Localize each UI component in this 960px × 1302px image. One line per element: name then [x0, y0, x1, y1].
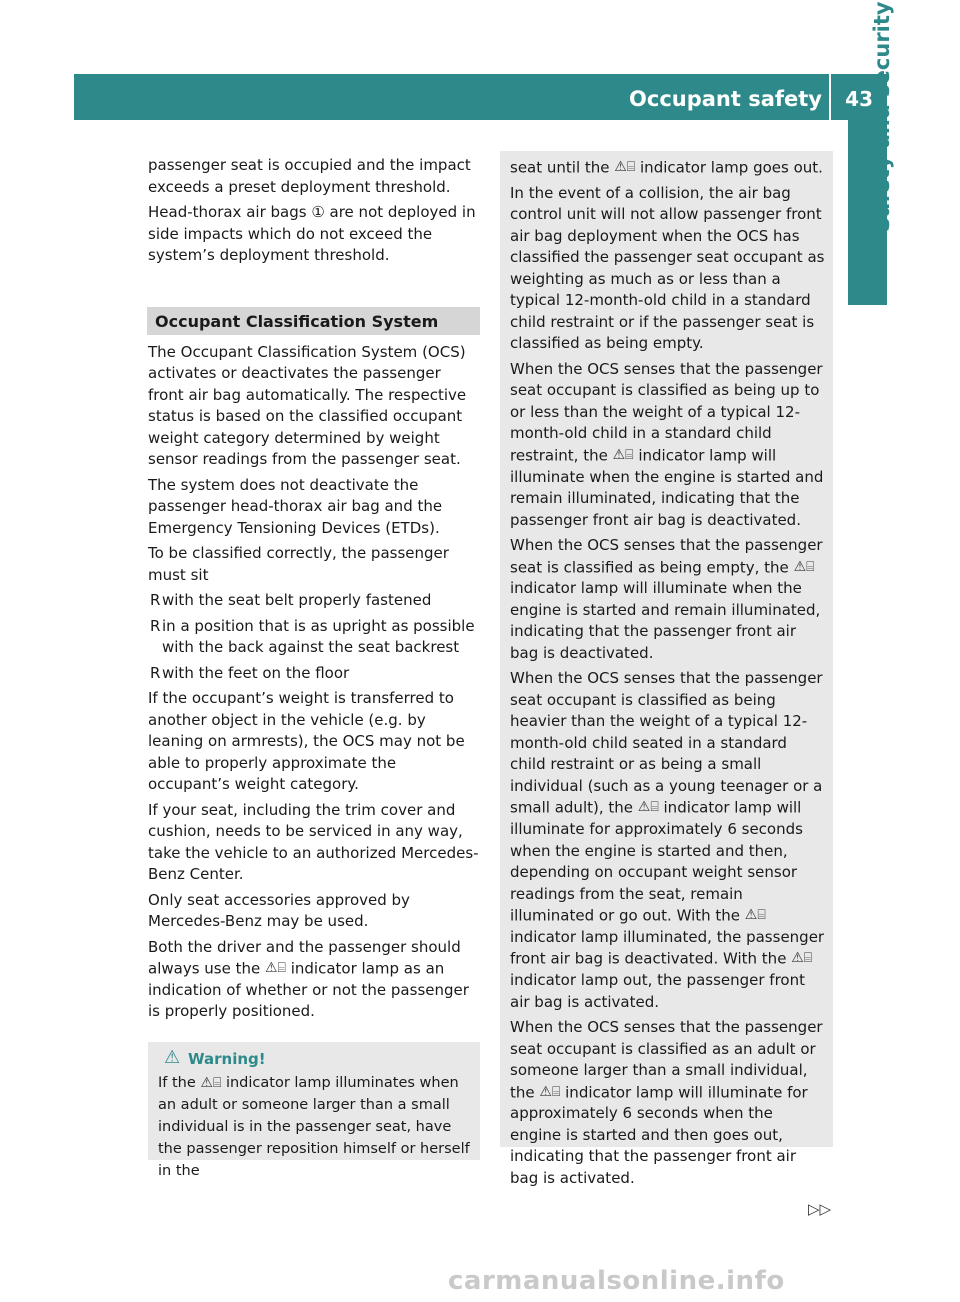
airbag-indicator-icon: ⚠⌸ — [614, 159, 636, 175]
paragraph: If the occupant’s weight is transferred to another object in the vehicle (e.g. by leaning on armrests), the OCS may not be able to properly approximate the occupant’s weight category. — [148, 689, 465, 793]
section-heading: Occupant Classification System — [147, 307, 480, 335]
airbag-indicator-icon: ⚠⌸ — [744, 907, 766, 923]
paragraph: When the OCS senses that the passenger seat is classified as being empty, the ⚠⌸ indicator lamp will illuminate when the engine is started and remain illuminated, indicating that the passenger front air bag is deactivated. — [510, 536, 823, 662]
warning-title: ⚠ Warning! — [164, 1047, 266, 1068]
page-header — [74, 74, 887, 120]
list-item: R with the feet on the floor — [150, 663, 350, 682]
paragraph: If your seat, including the trim cover and cushion, needs to be serviced in any way, take the vehicle to an authorized Mercedes-Benz Center. — [148, 800, 479, 883]
warning-text: If the ⚠⌸ indicator lamp illuminates when an adult or someone larger than a small individual is in the passenger seat, have the passenger reposition himself or herself in the — [158, 1072, 472, 1182]
paragraph: When the OCS senses that the passenger seat occupant is classified as being heavier than the weight of a typical 12-month-old child seated in a standard child restraint or as being a small individual (such as a young teenager or a small adult), the ⚠⌸ indicator lamp will illuminate for approximately 6 seconds when the engine is started and then, depending on occupant weight sensor readings from the seat, remain illuminated or go out. With the ⚠⌸ indicator lamp illuminated, the passenger front air bag is deactivated. With the ⚠⌸ indicator lamp out, the passenger front air bag is activated. — [510, 669, 825, 1011]
paragraph: seat until the ⚠⌸ indicator lamp goes out. — [510, 157, 827, 179]
paragraph: In the event of a collision, the air bag control unit will not allow passenger front air bag deployment when the OCS has classified the passenger seat occupant as weighting as much as or less than a typical 12-month-old child in a standard child restraint or if the passenger seat is classified as being empty. — [510, 183, 825, 353]
paragraph: When the OCS senses that the passenger seat occupant is classified as an adult or someone larger than a small individual, the ⚠⌸ indicator lamp will illuminate for approximately 6 seconds when the engine is started and then goes out, indicating that the passenger front air bag is activated. — [510, 1018, 823, 1187]
paragraph: Only seat accessories approved by Mercedes-Benz may be used. — [148, 890, 410, 930]
airbag-indicator-icon: ⚠⌸ — [793, 558, 815, 575]
left-column — [148, 155, 480, 1027]
right-column — [510, 157, 827, 1193]
header-title: Occupant safety — [629, 87, 822, 111]
paragraph: Both the driver and the passenger should always use the ⚠⌸ indicator lamp as an indication of whether or not the passenger is properly positioned. — [148, 937, 469, 1021]
airbag-indicator-icon: ⚠⌸ — [791, 950, 813, 967]
paragraph: The system does not deactivate the passenger head-thorax air bag and the Emergency Tensioning Devices (ETDs). — [148, 475, 443, 537]
warning-box — [148, 1042, 480, 1179]
airbag-indicator-icon: ⚠⌸ — [265, 960, 286, 976]
section-label: Safety and security — [870, 1, 894, 232]
paragraph: To be classified correctly, the passenger must sit — [148, 544, 449, 584]
list-item: R with the seat belt properly fastened — [150, 591, 432, 609]
airbag-indicator-icon: ⚠⌸ — [200, 1075, 222, 1091]
airbag-indicator-icon: ⚠⌸ — [539, 1083, 561, 1100]
list-item: R in a position that is as upright as possible with the back against the seat backrest — [150, 616, 475, 656]
paragraph: When the OCS senses that the passenger seat occupant is classified as being up to or less than the weight of a typical 12-month-old child in a standard child restraint, the ⚠⌸ indicator lamp will illuminate when the engine is started and remain illuminated, indicating that the passenger front air bag is deactivated. — [510, 359, 824, 529]
paragraph: passenger seat is occupied and the impact exceeds a preset deployment threshold. — [148, 156, 471, 196]
warning-icon: ⚠ — [164, 1047, 181, 1068]
paragraph: The Occupant Classification System (OCS) activates or deactivates the passenger front air bag automatically. The respective status is based on the classified occupant weight category determined by weight sensor readings from the passenger seat. — [148, 342, 467, 468]
airbag-indicator-icon: ⚠⌸ — [637, 799, 659, 816]
header-divider — [829, 74, 831, 120]
page-number: 43 — [845, 87, 873, 111]
airbag-indicator-icon: ⚠⌸ — [612, 446, 634, 463]
paragraph: Head-thorax air bags ① are not deployed in side impacts which do not exceed the system’s deployment threshold. — [148, 203, 476, 264]
watermark: carmanualsonline.info — [448, 1266, 785, 1296]
continue-icon: ▷▷ — [808, 1200, 832, 1218]
